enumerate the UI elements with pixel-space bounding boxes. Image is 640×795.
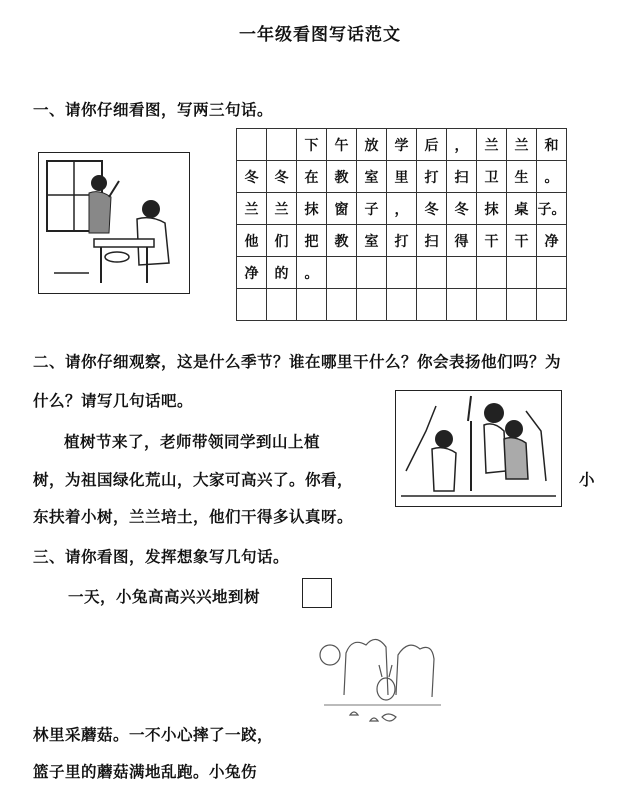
section3-heading: 三、请你看图，发挥想象写几句话。 [33,548,290,566]
grid-cell: ， [447,129,477,161]
grid-cell: 教 [327,161,357,193]
section2-heading-line2: 什么？请写几句话吧。 [33,392,194,410]
grid-cell: 把 [297,225,327,257]
grid-cell: 打 [417,161,447,193]
grid-cell: 卫 [477,161,507,193]
grid-cell: 兰 [237,193,267,225]
grid-cell: 干 [477,225,507,257]
grid-cell [327,257,357,289]
grid-cell: 窗 [327,193,357,225]
grid-cell: 兰 [267,193,297,225]
grid-row [237,225,567,257]
grid-cell: 。 [297,257,327,289]
grid-cell: 净 [237,257,267,289]
grid-cell [447,257,477,289]
grid-cell: 扫 [417,225,447,257]
grid-cell: 午 [327,129,357,161]
rabbit-illustration [316,625,446,735]
grid-cell: 冬 [417,193,447,225]
grid-cell [327,289,357,321]
section2-para-line2-tail: 小 [579,471,596,489]
grid-row [237,257,567,289]
grid-cell: 扫 [447,161,477,193]
grid-cell: 下 [297,129,327,161]
section1-heading: 一、请你仔细看图，写两三句话。 [33,101,274,119]
grid-cell: 。 [537,161,567,193]
grid-cell: 他 [237,225,267,257]
grid-cell: 生 [507,161,537,193]
grid-cell [447,289,477,321]
section2-para-line3: 东扶着小树，兰兰培土，他们干得多认真呀。 [33,508,354,526]
grid-cell: 兰 [507,129,537,161]
grid-cell: 桌 [507,193,537,225]
grid-cell [537,289,567,321]
grid-cell: 得 [447,225,477,257]
classroom-cleaning-picture [39,153,189,293]
grid-cell [507,289,537,321]
tree-planting-illustration [395,390,562,507]
grid-cell [417,289,447,321]
grid-cell [477,257,507,289]
grid-cell: 兰 [477,129,507,161]
grid-cell: 室 [357,225,387,257]
grid-cell [417,257,447,289]
grid-cell: 子 [357,193,387,225]
grid-cell: 放 [357,129,387,161]
section2-para-line1: 植树节来了，老师带领同学到山上植 [64,433,321,451]
writing-grid [236,128,567,321]
grid-cell: 净 [537,225,567,257]
section2-para-line2: 树，为祖国绿化荒山，大家可高兴了。你看， [33,471,354,489]
grid-cell [477,289,507,321]
grid-cell: 学 [387,129,417,161]
grid-cell [267,129,297,161]
grid-cell: 打 [387,225,417,257]
grid-cell [537,257,567,289]
grid-row [237,193,567,225]
section2-heading-line1: 二、请你仔细观察，这是什么季节？谁在哪里干什么？你会表扬他们吗？为 [33,353,562,371]
section3-line2: 林里采蘑菇。一不小心摔了一跤， [33,726,274,744]
grid-cell [237,289,267,321]
grid-cell [507,257,537,289]
grid-cell: 的 [267,257,297,289]
grid-cell [237,129,267,161]
grid-cell: 们 [267,225,297,257]
grid-cell: 冬 [237,161,267,193]
grid-cell: 在 [297,161,327,193]
grid-cell: 子。 [537,193,567,225]
tree-planting-picture [396,391,561,506]
cleaning-illustration [38,152,190,294]
grid-cell [357,257,387,289]
page-title: 一年级看图写话范文 [239,25,401,45]
grid-cell: 抹 [297,193,327,225]
grid-cell: 冬 [447,193,477,225]
grid-cell: 干 [507,225,537,257]
section3-line1: 一天，小兔高高兴兴地到树 [68,588,261,606]
grid-cell [387,257,417,289]
rabbit-mushroom-picture [316,625,446,735]
grid-cell: 和 [537,129,567,161]
grid-cell: 里 [387,161,417,193]
grid-cell [387,289,417,321]
grid-cell: 抹 [477,193,507,225]
grid-row [237,161,567,193]
grid-cell: 教 [327,225,357,257]
grid-cell [267,289,297,321]
section3-line3: 篮子里的蘑菇满地乱跑。小兔伤 [33,763,258,781]
grid-cell: ， [387,193,417,225]
grid-cell: 室 [357,161,387,193]
grid-row [237,129,567,161]
grid-cell: 冬 [267,161,297,193]
grid-cell: 后 [417,129,447,161]
grid-cell [297,289,327,321]
grid-row [237,289,567,321]
grid-cell [357,289,387,321]
answer-box [302,578,332,608]
